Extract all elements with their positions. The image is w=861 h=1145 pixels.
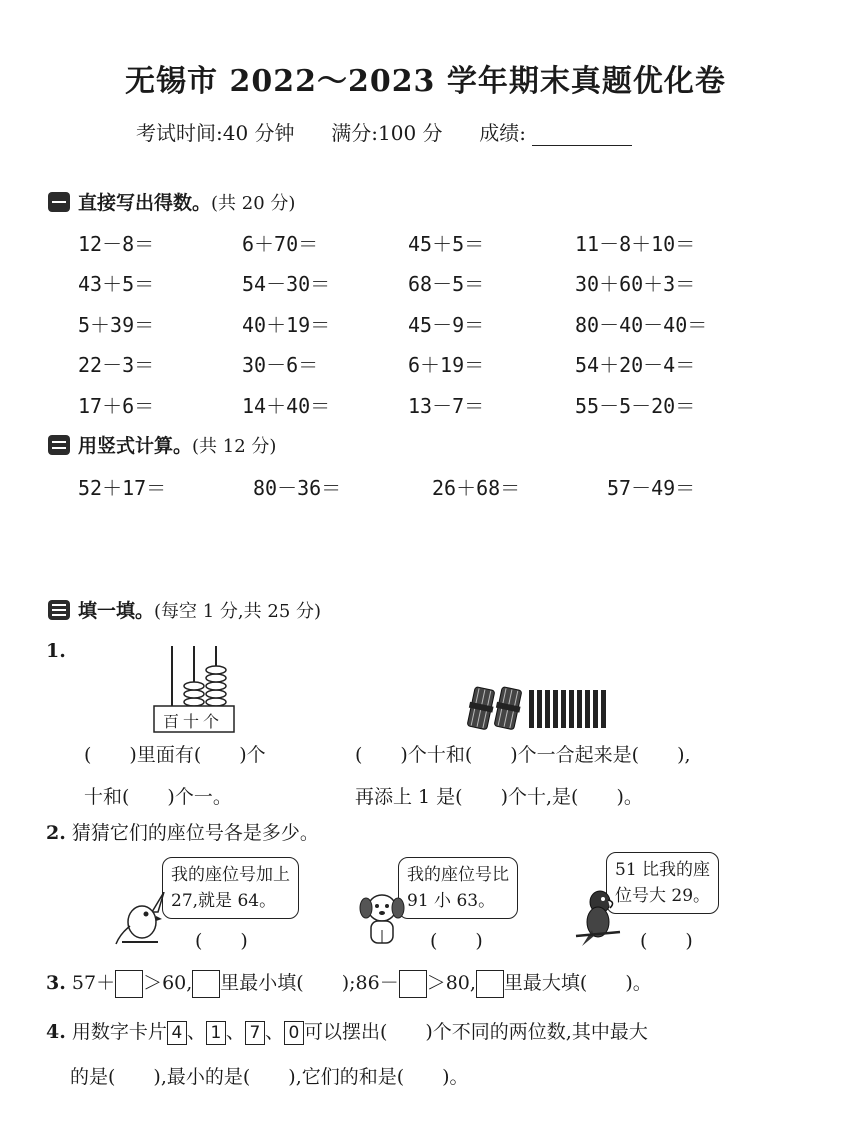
q4-line2: 的是( ),最小的是( ),它们的和是( )。 — [70, 1066, 469, 1088]
question-3 — [46, 968, 652, 998]
section2-header — [48, 431, 276, 458]
equation: 40＋19＝ — [242, 313, 331, 337]
equation: 5＋39＝ — [78, 313, 155, 337]
fill-box[interactable] — [399, 970, 427, 998]
equation: 22－3＝ — [78, 353, 155, 377]
page-title: 无锡市 2022～2023 学年期末真题优化卷 — [125, 64, 726, 99]
question-number: 1. — [46, 640, 66, 662]
equation: 13－7＝ — [408, 394, 485, 418]
q4-text: 用数字卡片 — [71, 1021, 167, 1043]
speech-bubble-bird — [162, 857, 299, 919]
parrot-icon — [572, 886, 626, 948]
fill-box[interactable] — [476, 970, 504, 998]
q3-text: ＞60, — [143, 972, 193, 994]
section1-points: (共 20 分) — [211, 193, 296, 214]
answer-blank[interactable]: ( ) — [430, 930, 483, 952]
score-label: 成绩: — [479, 121, 527, 145]
speech-bubble-dog — [398, 857, 518, 919]
section-three-icon — [48, 600, 70, 620]
score-blank[interactable] — [532, 125, 632, 146]
equation: 45＋5＝ — [408, 232, 485, 256]
equation: 6＋19＝ — [408, 353, 485, 377]
equation: 68－5＝ — [408, 272, 485, 296]
equation: 45－9＝ — [408, 313, 485, 337]
bubble-line: 51 比我的座 — [615, 860, 711, 880]
equation: 11－8＋10＝ — [575, 232, 696, 256]
q3-text: 里最小填( );86－ — [220, 972, 399, 994]
equation: 30－6＝ — [242, 353, 319, 377]
equation: 14＋40＝ — [242, 394, 331, 418]
dog-icon — [356, 890, 408, 948]
equation: 80－40－40＝ — [575, 313, 708, 337]
section1-header — [48, 188, 295, 215]
vertical-calc-item: 57－49＝ — [607, 476, 696, 500]
separator: 、 — [264, 1021, 284, 1043]
sticks-illustration — [465, 684, 615, 732]
separator: 、 — [186, 1021, 206, 1043]
q3-text: 57＋ — [71, 972, 116, 994]
q1-left-line1: ( )里面有( )个 — [84, 744, 266, 766]
q4-text: 可以摆出( )个不同的两位数,其中最大 — [303, 1021, 648, 1043]
bubble-line: 27,就是 64。 — [171, 891, 277, 911]
section3-header — [48, 596, 321, 623]
vertical-calc-item: 80－36＝ — [253, 476, 342, 500]
exam-info — [136, 117, 632, 146]
fill-box[interactable] — [192, 970, 220, 998]
question-number: 2. — [46, 822, 66, 844]
number-card: 4 — [167, 1021, 187, 1045]
number-card: 0 — [284, 1021, 304, 1045]
section2-heading: 用竖式计算。 — [78, 435, 193, 457]
question-number: 3. — [46, 972, 66, 994]
equation: 54＋20－4＝ — [575, 353, 696, 377]
question-text: 猜猜它们的座位号各是多少。 — [71, 822, 319, 844]
question-4 — [46, 1017, 648, 1045]
exam-time: 考试时间:40 分钟 — [136, 121, 295, 145]
question-number: 4. — [46, 1021, 66, 1043]
bubble-line: 我的座位号比 — [407, 865, 509, 885]
section3-points: (每空 1 分,共 25 分) — [154, 601, 322, 622]
equation: 12－8＝ — [78, 232, 155, 256]
q1-left-line2: 十和( )个一。 — [84, 786, 232, 808]
q1-right-line2: 再添上 1 是( )个十,是( )。 — [355, 786, 643, 808]
equation: 17＋6＝ — [78, 394, 155, 418]
number-card: 7 — [245, 1021, 265, 1045]
abacus-label: 百十个 — [163, 712, 224, 731]
vertical-calc-item: 26＋68＝ — [432, 476, 521, 500]
number-card: 1 — [206, 1021, 226, 1045]
equation: 6＋70＝ — [242, 232, 319, 256]
bubble-line: 位号大 29。 — [615, 886, 711, 906]
bird-icon — [112, 892, 172, 950]
section2-points: (共 12 分) — [192, 436, 277, 457]
section-two-icon — [48, 435, 70, 455]
vertical-calc-item: 52＋17＝ — [78, 476, 167, 500]
answer-blank[interactable]: ( ) — [640, 930, 693, 952]
question-2 — [46, 818, 319, 845]
section-one-icon — [48, 192, 70, 212]
equation: 43＋5＝ — [78, 272, 155, 296]
answer-blank[interactable]: ( ) — [195, 930, 248, 952]
equation: 55－5－20＝ — [575, 394, 696, 418]
fill-box[interactable] — [115, 970, 143, 998]
bubble-line: 我的座位号加上 — [171, 865, 290, 885]
equation: 54－30＝ — [242, 272, 331, 296]
section1-heading: 直接写出得数。 — [78, 192, 212, 214]
equation: 30＋60＋3＝ — [575, 272, 696, 296]
bubble-line: 91 小 63。 — [407, 891, 496, 911]
full-score: 满分:100 分 — [331, 121, 443, 145]
q3-text: ＞80, — [426, 972, 476, 994]
separator: 、 — [225, 1021, 245, 1043]
q1-right-line1: ( )个十和( )个一合起来是( ), — [355, 744, 691, 766]
section3-heading: 填一填。 — [78, 600, 155, 622]
q3-text: 里最大填( )。 — [503, 972, 652, 994]
